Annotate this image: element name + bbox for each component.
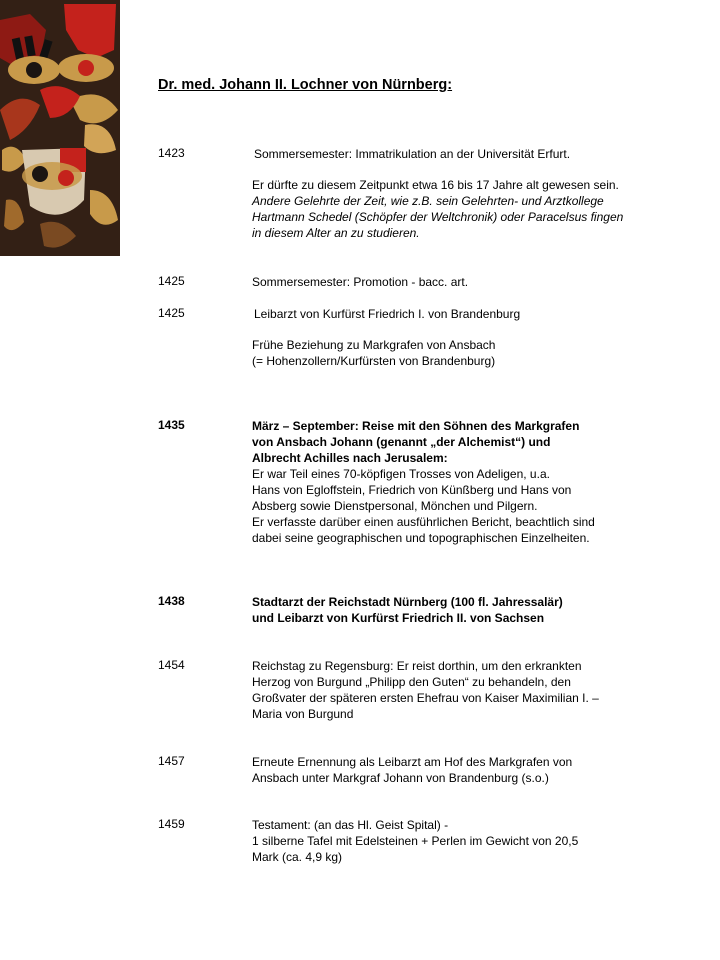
entry-line: Mark (ca. 4,9 kg) (252, 850, 343, 864)
note-italic: Andere Gelehrte der Zeit, wie z.B. sein Gelehrten- und Arztkollege Hartmann Schedel (Schöpfer der Weltchronik) oder Paracelsus fingen in diesem Alter an zu studieren. (252, 194, 624, 240)
entry-year: 1459 (158, 817, 185, 831)
coat-of-arms-image (0, 0, 120, 256)
entry-line: Sommersemester: Promotion - bacc. art. (252, 275, 469, 289)
entry-line-bold: von Ansbach Johann (genannt „der Alchemist“) und (252, 435, 551, 449)
entry-line: Erneute Ernennung als Leibarzt am Hof des Markgrafen von (252, 755, 573, 769)
entry-text (252, 274, 652, 290)
entry-year: 1425 (158, 306, 185, 320)
entry-text (252, 817, 652, 865)
entry-text (252, 658, 652, 722)
entry-line-bold: Albrecht Achilles nach Jerusalem: (252, 451, 448, 465)
entry-line: Maria von Burgund (252, 707, 354, 721)
entry-line: Ansbach unter Markgraf Johann von Brandenburg (s.o.) (252, 771, 549, 785)
entry-line-bold: März – September: Reise mit den Söhnen des Markgrafen (252, 419, 580, 433)
entry-text (252, 594, 652, 626)
entry-text (252, 418, 652, 546)
entry-year: 1438 (158, 594, 185, 608)
entry-line: Herzog von Burgund „Philipp den Guten“ zu behandeln, den (252, 675, 571, 689)
entry-line: Er war Teil eines 70-köpfigen Trosses von Adeligen, u.a. (252, 467, 550, 481)
entry-line: (= Hohenzollern/Kurfürsten von Brandenburg) (252, 354, 496, 368)
entry-line: Frühe Beziehung zu Markgrafen von Ansbach (252, 338, 496, 352)
entry-line: 1 silberne Tafel mit Edelsteinen + Perlen im Gewicht von 20,5 (252, 834, 579, 848)
note-plain: Er dürfte zu diesem Zeitpunkt etwa 16 bis 17 Jahre alt gewesen sein. (252, 178, 619, 192)
entry-line: Hans von Egloffstein, Friedrich von Künßberg und Hans von (252, 483, 572, 497)
entry-text (252, 754, 652, 786)
entry-line: Er verfasste darüber einen ausführlichen Bericht, beachtlich sind (252, 515, 595, 529)
page-title: Dr. med. Johann II. Lochner von Nürnberg: (158, 77, 453, 93)
entry-text (254, 306, 654, 322)
entry-year: 1425 (158, 274, 185, 288)
entry-year: 1435 (158, 418, 185, 432)
entry-line: Großvater der späteren ersten Ehefrau von Kaiser Maximilian I. – (252, 691, 599, 705)
entry-year: 1457 (158, 754, 185, 768)
entry-year: 1423 (158, 146, 185, 160)
entry-year: 1454 (158, 658, 185, 672)
entry-line: dabei seine geographischen und topographischen Einzelheiten. (252, 531, 590, 545)
entry-note (252, 177, 632, 241)
entry-line: Absberg sowie Dienstpersonal, Mönchen und Pilgern. (252, 499, 538, 513)
entry-line: Reichstag zu Regensburg: Er reist dorthin, um den erkrankten (252, 659, 582, 673)
entry-note (252, 337, 652, 369)
entry-line: Testament: (an das Hl. Geist Spital) - (252, 818, 449, 832)
entry-line-bold: Stadtarzt der Reichstadt Nürnberg (100 fl. Jahressalär) (252, 595, 563, 609)
entry-line: Leibarzt von Kurfürst Friedrich I. von Brandenburg (254, 307, 521, 321)
entry-text (254, 146, 654, 162)
entry-line: Sommersemester: Immatrikulation an der Universität Erfurt. (254, 147, 571, 161)
entry-line-bold: und Leibarzt von Kurfürst Friedrich II. von Sachsen (252, 611, 545, 625)
